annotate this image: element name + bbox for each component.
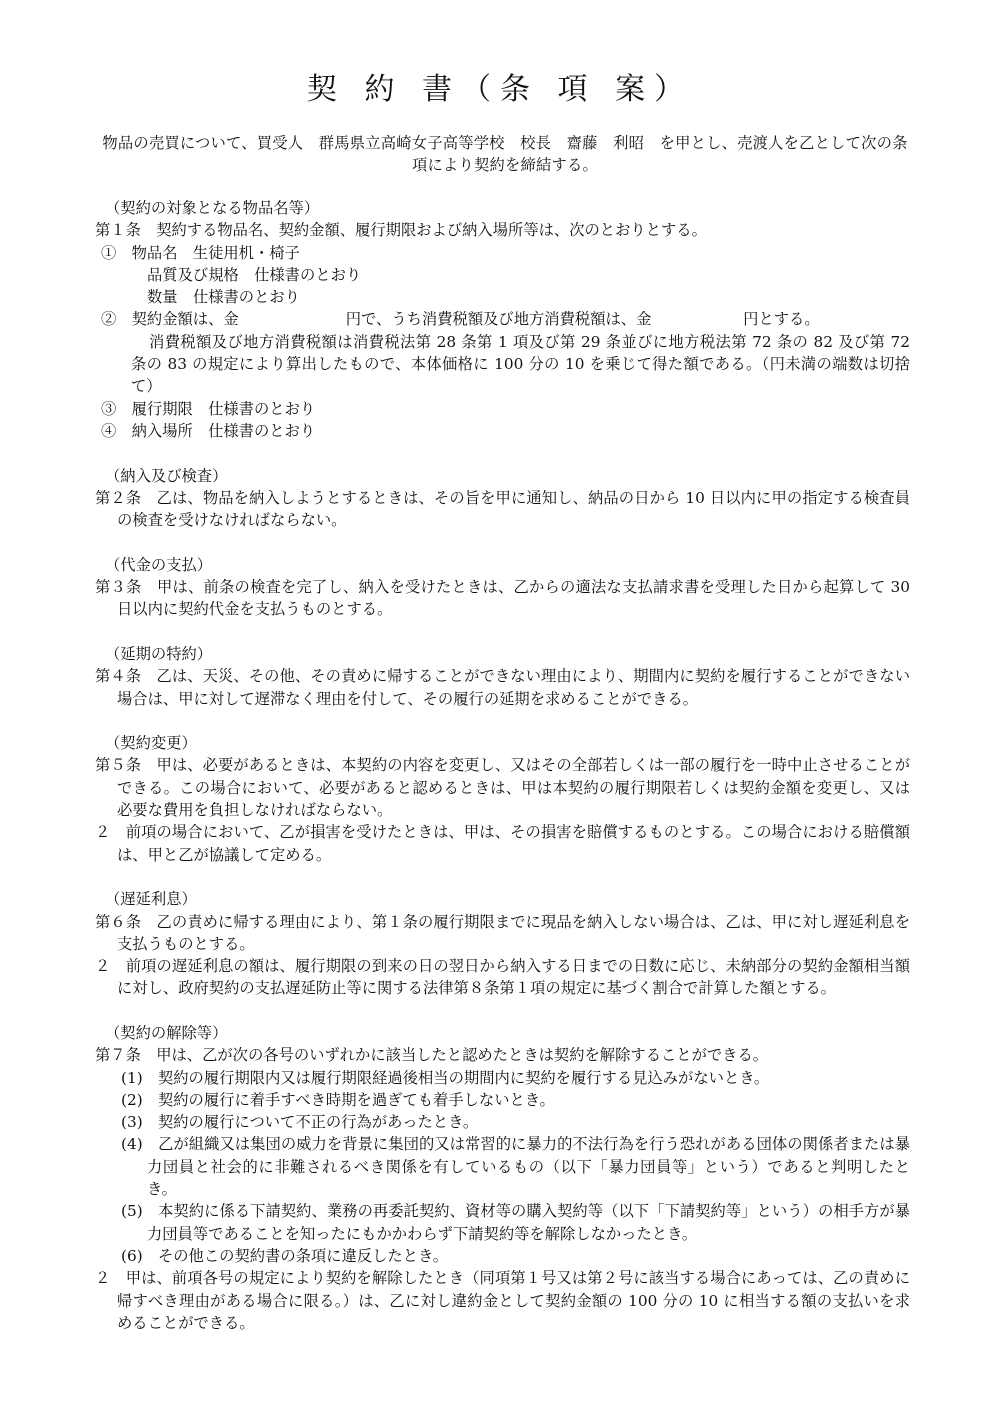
article-1-text: 第１条 契約する物品名、契約金額、履行期限および納入場所等は、次のとおりとする。 [95,221,707,240]
article-2-text: 第２条 乙は、物品を納入しようとするときは、その旨を甲に通知し、納品の日から 10 日以内に甲の指定する検査員の検査を受けなければならない。 [95,488,910,530]
article-7-item-3: (3) 契約の履行について不正の行為があったとき。 [121,1113,479,1132]
article-1-heading: （契約の対象となる物品名等） [105,199,320,217]
preamble: 物品の売買について、買受人 群馬県立高崎女子高等学校 校長 齋藤 利昭 を甲とし、売渡人を乙として次の条項により契約を締結する。 [102,134,908,174]
article-1-item-1-spec: 品質及び規格 仕様書のとおり [147,265,362,284]
article-7-item-4: (4) 乙が組織又は集団の威力を背景に集団的又は常習的に暴力的不法行為を行う恐れがある団体の関係者または暴力団員と社会的に非難されるべき関係を有しているもの（以下「暴力団員等」という）であると判明したとき。 [121,1135,910,1199]
article-7-heading: （契約の解除等） [105,1023,228,1042]
article-4-text: 第４条 乙は、天災、その他、その責めに帰することができない理由により、期間内に契約を履行することができない場合は、甲に対して遅滞なく理由を付して、その履行の延期を求めることができる。 [95,667,910,708]
article-7-item-1: (1) 契約の履行期限内又は履行期限経過後相当の期間内に契約を履行する見込みがないとき。 [121,1068,770,1087]
article-7-item-2: (2) 契約の履行に着手すべき時期を過ぎても着手しないとき。 [121,1090,555,1109]
article-5-clause-2: ２ 前項の場合において、乙が損害を受けたときは、甲は、その損害を賠償するものとする。この場合における賠償額は、甲と乙が協議して定める。 [95,823,910,864]
article-7-item-6: (6) その他この契約書の条項に違反したとき。 [121,1246,448,1265]
article-4-heading: （延期の特約） [105,644,213,663]
article-3-heading: （代金の支払） [105,555,213,574]
article-5-text: 第５条 甲は、必要があるときは、本契約の内容を変更し、又はその全部若しくは一部の履行を一時中止させることができる。この場合において、必要があると認めるときは、甲は本契約の履行期限若しくは契約金額を変更し、又は必要な費用を負担しなければならない。 [95,756,910,820]
article-5-heading: （契約変更） [105,734,197,753]
article-2-heading: （納入及び検査） [105,466,228,485]
document-body [95,197,910,1334]
article-7-clause-2: ２ 甲は、前項各号の規定により契約を解除したとき（同項第１号又は第２号に該当する場合にあっては、乙の責めに帰すべき理由がある場合に限る。）は、乙に対し違約金として契約金額の 100 分の 10 に相当する額の支払いを求めることができる。 [95,1269,910,1332]
article-1-item-1-quantity: 数量 仕様書のとおり [147,288,300,307]
article-6-text: 第６条 乙の責めに帰する理由により、第１条の履行期限までに現品を納入しない場合は、乙は、甲に対し遅延利息を支払うものとする。 [95,912,910,953]
article-6-heading: （遅延利息） [105,890,197,909]
article-1-item-4: ④ 納入場所 仕様書のとおり [101,421,316,440]
document-title: 契 約 書（条 項 案） [306,72,694,107]
article-1-item-3: ③ 履行期限 仕様書のとおり [101,399,316,418]
article-6-clause-2: ２ 前項の遅延利息の額は、履行期限の到来の日の翌日から納入する日までの日数に応じ、未納部分の契約金額相当額に対し、政府契約の支払遅延防止等に関する法律第８条第１項の規定に基づく割合で計算した額とする。 [95,957,910,998]
article-7-item-5: (5) 本契約に係る下請契約、業務の再委託契約、資材等の購入契約等（以下「下請契約等」という）の相手方が暴力団員等であることを知ったにもかかわらず下請契約等を解除しなかったとき。 [121,1202,910,1243]
article-1-item-2-note: 消費税額及び地方消費税額は消費税法第 28 条第 1 項及び第 29 条並びに地方税法第 72 条の 82 及び第 72 条の 83 の規定により算出したもので、本体価格に 100 分の 10 を乗じて得た額である。（円未満の端数は切捨て） [131,332,910,396]
article-1-item-1: ① 物品名 生徒用机・椅子 [101,243,300,262]
article-7-text: 第７条 甲は、乙が次の各号のいずれかに該当したと認めたときは契約を解除することができる。 [95,1046,769,1065]
article-3-text: 第３条 甲は、前条の検査を完了し、納入を受けたときは、乙からの適法な支払請求書を受理した日から起算して 30 日以内に契約代金を支払うものとする。 [95,578,910,619]
article-1-item-2: ② 契約金額は、金 円で、うち消費税額及び地方消費税額は、金 円とする。 [101,310,820,329]
